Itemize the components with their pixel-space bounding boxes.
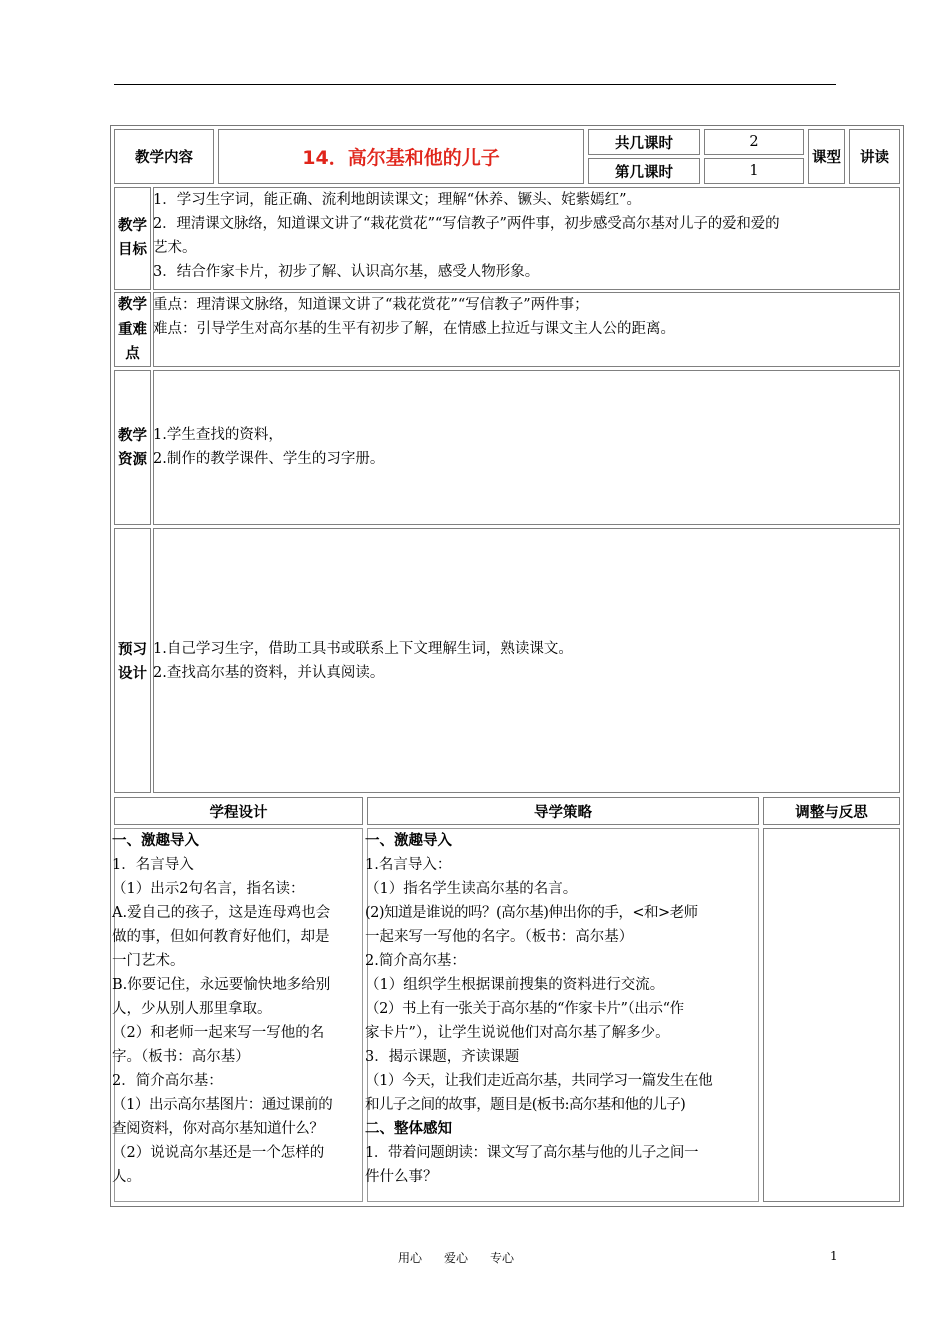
- process-line: 一、激趣导入: [112, 833, 199, 849]
- footer-motto-3: 专心: [490, 1251, 515, 1265]
- resource-line: 2.制作的教学课件、学生的习字册。: [153, 451, 385, 467]
- goals-label-cell: [114, 187, 151, 290]
- goal-line: 艺术。: [153, 240, 197, 256]
- strategy-line: （1）指名学生读高尔基的名言。: [365, 881, 578, 897]
- resources-label: 教学 资源: [118, 428, 147, 468]
- lesson-title: 14．高尔基和他的儿子: [218, 129, 584, 184]
- column-header-process: 学程设计: [114, 797, 363, 825]
- process-line: （1）出示2句名言，指名读：: [112, 881, 305, 897]
- process-line: B.你要记住，永远要愉快地多给别: [112, 977, 331, 993]
- strategy-line: 一、激趣导入: [365, 833, 452, 849]
- preview-text: [153, 637, 898, 685]
- total-periods-value: 2: [704, 129, 804, 155]
- footer-motto-2: 爱心: [444, 1251, 469, 1265]
- process-line: （2）说说高尔基还是一个怎样的: [112, 1145, 325, 1161]
- process-line: （1）出示高尔基图片：通过课前的: [112, 1097, 333, 1113]
- key-points-label-cell: [114, 292, 151, 367]
- strategy-line: 一起来写一写他的名字。（板书：高尔基）: [365, 929, 634, 945]
- header-rule: [114, 84, 836, 85]
- column-header-reflection: 调整与反思: [763, 797, 900, 825]
- strategy-line: 3．揭示课题，齐读课题: [365, 1049, 520, 1065]
- process-line: 查阅资料，你对高尔基知道什么？: [112, 1121, 324, 1137]
- process-line: 字。（板书：高尔基）: [112, 1049, 250, 1065]
- preview-line: 2.查找高尔基的资料，并认真阅读。: [153, 665, 385, 681]
- footer-motto: [398, 1249, 536, 1266]
- process-line: 做的事，但如何教育好他们，却是: [112, 929, 330, 945]
- reflection-column: [763, 828, 900, 1202]
- preview-label-cell: [114, 528, 151, 793]
- key-points-text: [153, 293, 898, 341]
- page-number: 1: [830, 1249, 838, 1263]
- strategy-line: 家卡片”），让学生说说他们对高尔基了解多少。: [365, 1025, 670, 1041]
- footer-motto-1: 用心: [398, 1251, 423, 1265]
- strategy-line: 和儿子之间的故事，题目是(板书:高尔基和他的儿子): [365, 1097, 686, 1113]
- process-text: [112, 829, 364, 1189]
- strategy-line: （1）组织学生根据课前搜集的资料进行交流。: [365, 977, 665, 993]
- preview-label: 预习 设计: [118, 642, 147, 682]
- resource-line: 1.学生查找的资料，: [153, 427, 283, 443]
- goal-line: 1．学习生字词，能正确、流利地朗读课文；理解“休养、镢头、姹紫嫣红”。: [153, 192, 642, 208]
- key-point-line: 难点：引导学生对高尔基的生平有初步了解，在情感上拉近与课文主人公的距离。: [153, 321, 675, 337]
- period-number-value: 1: [704, 158, 804, 184]
- process-line: 一门艺术。: [112, 953, 185, 969]
- resources-text: [153, 423, 898, 471]
- key-point-line: 重点：理清课文脉络，知道课文讲了“栽花赏花”“写信教子”两件事；: [153, 297, 589, 313]
- strategy-line: 件什么事？: [365, 1169, 438, 1185]
- column-header-strategy: 导学策略: [367, 797, 759, 825]
- process-line: A.爱自己的孩子，这是连母鸡也会: [112, 905, 331, 921]
- total-periods-label: 共几课时: [588, 129, 700, 155]
- lesson-type-label: 课型: [808, 129, 845, 184]
- preview-line: 1.自己学习生字，借助工具书或联系上下文理解生词，熟读课文。: [153, 641, 573, 657]
- strategy-text: [365, 829, 761, 1189]
- period-number-label: 第几课时: [588, 158, 700, 184]
- teaching-content-label: 教学内容: [114, 129, 214, 184]
- goals-text: [153, 188, 905, 284]
- process-line: 2．简介高尔基：: [112, 1073, 223, 1089]
- strategy-line: (2)知道是谁说的吗？(高尔基)伸出你的手，<和>老师: [365, 905, 698, 921]
- resources-label-cell: [114, 370, 151, 525]
- lesson-type-value: 讲读: [849, 129, 900, 184]
- process-line: （2）和老师一起来写一写他的名: [112, 1025, 325, 1041]
- process-line: 人。: [112, 1169, 141, 1185]
- goal-line: 2．理清课文脉络，知道课文讲了“栽花赏花”“写信教子”两件事，初步感受高尔基对儿子的爱和爱的: [153, 216, 780, 232]
- strategy-line: 二、整体感知: [365, 1121, 452, 1137]
- strategy-line: 1.名言导入：: [365, 857, 452, 873]
- key-points-label: 教学 重难 点: [118, 297, 147, 362]
- goals-label: 教学 目标: [118, 218, 147, 258]
- strategy-line: （2）书上有一张关于高尔基的“作家卡片”（出示“作: [365, 1001, 684, 1017]
- strategy-line: （1）今天，让我们走近高尔基，共同学习一篇发生在他: [365, 1073, 713, 1089]
- strategy-line: 2.简介高尔基：: [365, 953, 466, 969]
- process-line: 人，少从别人那里拿取。: [112, 1001, 272, 1017]
- goal-line: 3．结合作家卡片，初步了解、认识高尔基，感受人物形象。: [153, 264, 540, 280]
- process-line: 1．名言导入: [112, 857, 194, 873]
- strategy-line: 1．带着问题朗读：课文写了高尔基与他的儿子之间一: [365, 1145, 699, 1161]
